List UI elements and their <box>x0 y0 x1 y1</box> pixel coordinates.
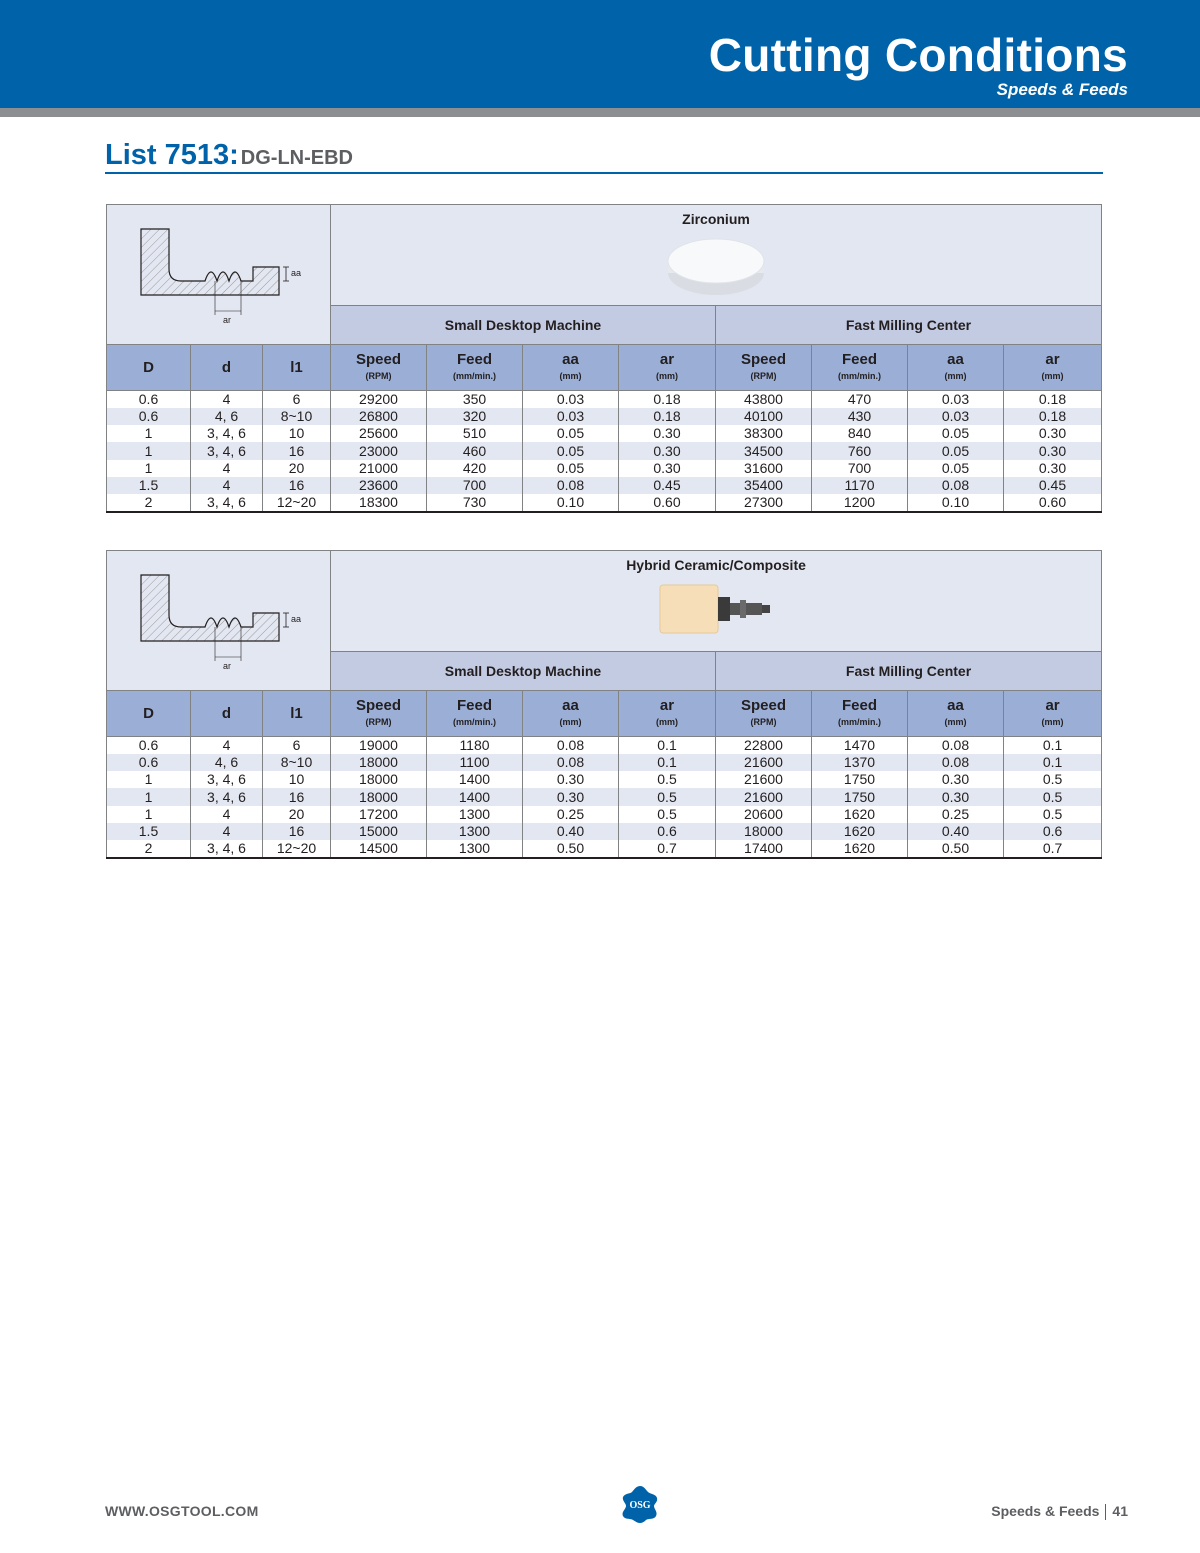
table-row <box>107 840 1102 857</box>
col-head-feed <box>812 691 908 737</box>
speed-label: Speed <box>740 696 786 714</box>
table-cell: 0.5 <box>619 806 716 823</box>
table-cell: 0.05 <box>523 425 619 442</box>
table-cell: 510 <box>427 425 523 442</box>
cutting-table-hybrid-ceramic <box>106 550 1102 859</box>
table-cell: 700 <box>427 477 523 494</box>
table-cell: 26800 <box>331 408 427 425</box>
col-head-feed <box>812 345 908 391</box>
table-cell: 1750 <box>812 771 908 788</box>
table-cell: 0.18 <box>619 391 716 408</box>
profile-diagram-cell <box>107 551 331 691</box>
table-cell: 0.30 <box>1004 460 1102 477</box>
table-cell: 29200 <box>331 391 427 408</box>
material-header-cell <box>331 205 1102 306</box>
table-cell: 0.1 <box>1004 754 1102 771</box>
table-cell: 0.6 <box>619 823 716 840</box>
material-header-cell <box>331 551 1102 652</box>
osg-logo-icon <box>620 1484 660 1524</box>
table-cell: 0.05 <box>908 442 1004 459</box>
hybrid-ceramic-block-image <box>656 581 776 637</box>
aa-label: aa <box>562 696 579 714</box>
table-cell: 20 <box>263 460 331 477</box>
table-cell: 0.05 <box>523 442 619 459</box>
table-row <box>107 788 1102 805</box>
table-cell: 0.30 <box>619 460 716 477</box>
table-cell: 0.08 <box>523 754 619 771</box>
table-cell: 12~20 <box>263 494 331 511</box>
material-name: Hybrid Ceramic/Composite <box>626 557 806 573</box>
table-cell: 16 <box>263 823 331 840</box>
table-cell: 25600 <box>331 425 427 442</box>
table-cell: 18300 <box>331 494 427 511</box>
title-rule <box>105 172 1103 174</box>
table-cell: 0.5 <box>619 788 716 805</box>
table-cell: 430 <box>812 408 908 425</box>
table-cell: 0.03 <box>908 408 1004 425</box>
table-cell: 0.25 <box>908 806 1004 823</box>
aa-unit: (mm) <box>559 370 582 381</box>
table-cell: 1180 <box>427 737 523 754</box>
table-cell: 22800 <box>716 737 812 754</box>
table-cell: 0.30 <box>908 788 1004 805</box>
col-head-ar <box>619 345 716 391</box>
table-row <box>107 737 1102 754</box>
table-cell: 0.08 <box>908 737 1004 754</box>
table-cell: 35400 <box>716 477 812 494</box>
col-head-feed <box>427 691 523 737</box>
table-cell: 1750 <box>812 788 908 805</box>
table-cell: 760 <box>812 442 908 459</box>
cutting-table-zirconium <box>106 204 1102 513</box>
table-cell: 0.5 <box>619 771 716 788</box>
table-cell: 1400 <box>427 788 523 805</box>
table-cell: 1 <box>107 425 191 442</box>
feed-label: Feed <box>841 350 877 368</box>
speed-label: Speed <box>740 350 786 368</box>
table-cell: 18000 <box>331 771 427 788</box>
table-cell: 3, 4, 6 <box>191 840 263 857</box>
table-cell: 1620 <box>812 823 908 840</box>
table-cell: 23600 <box>331 477 427 494</box>
table-cell: 0.08 <box>908 477 1004 494</box>
table-cell: 0.03 <box>523 408 619 425</box>
machine-header-small-desktop: Small Desktop Machine <box>331 306 716 345</box>
table-cell: 16 <box>263 477 331 494</box>
feed-unit: (mm/min.) <box>837 370 881 381</box>
table-row <box>107 425 1102 442</box>
table-cell: 3, 4, 6 <box>191 442 263 459</box>
table-cell: 18000 <box>331 788 427 805</box>
list-code: DG-LN-EBD <box>240 147 354 169</box>
table-cell: 1620 <box>812 840 908 857</box>
table-cell: 1 <box>107 442 191 459</box>
table-cell: 12~20 <box>263 840 331 857</box>
table-cell: 21600 <box>716 754 812 771</box>
table-cell: 1 <box>107 460 191 477</box>
table-cell: 730 <box>427 494 523 511</box>
table-cell: 4 <box>191 823 263 840</box>
table-cell: 16 <box>263 442 331 459</box>
aa-unit: (mm) <box>944 716 967 727</box>
aa-label: aa <box>947 350 964 368</box>
table-row <box>107 442 1102 459</box>
table-cell: 420 <box>427 460 523 477</box>
table-cell: 0.03 <box>908 391 1004 408</box>
table-cell: 21600 <box>716 771 812 788</box>
table-cell: 0.18 <box>1004 391 1102 408</box>
profile-diagram <box>107 551 331 687</box>
table-cell: 0.60 <box>1004 494 1102 511</box>
table-cell: 0.45 <box>619 477 716 494</box>
table-cell: 10 <box>263 771 331 788</box>
table-cell: 14500 <box>331 840 427 857</box>
table-row <box>107 823 1102 840</box>
table-cell: 38300 <box>716 425 812 442</box>
table-cell: 1.5 <box>107 823 191 840</box>
col-head-D: D <box>107 345 191 391</box>
table-cell: 1200 <box>812 494 908 511</box>
col-head-speed <box>716 345 812 391</box>
page-title: Cutting Conditions <box>708 29 1128 81</box>
table-cell: 0.30 <box>523 771 619 788</box>
table-cell: 0.08 <box>523 477 619 494</box>
table-cell: 0.08 <box>908 754 1004 771</box>
ar-dimension-label: ar <box>223 661 232 671</box>
col-head-d: d <box>191 345 263 391</box>
table-cell: 0.6 <box>107 408 191 425</box>
table-cell: 0.08 <box>523 737 619 754</box>
feed-label: Feed <box>456 696 492 714</box>
table-row <box>107 806 1102 823</box>
table-cell: 8~10 <box>263 408 331 425</box>
table-cell: 1300 <box>427 823 523 840</box>
table-row <box>107 408 1102 425</box>
table-cell: 1.5 <box>107 477 191 494</box>
table-cell: 0.40 <box>523 823 619 840</box>
table-cell: 1400 <box>427 771 523 788</box>
ar-unit: (mm) <box>656 716 678 727</box>
col-head-aa <box>908 345 1004 391</box>
col-head-l1: l1 <box>263 345 331 391</box>
ar-label: ar <box>1045 350 1060 368</box>
table-row <box>107 391 1102 408</box>
table-cell: 15000 <box>331 823 427 840</box>
speed-label: Speed <box>355 350 401 368</box>
table-cell: 0.5 <box>1004 806 1102 823</box>
col-head-speed <box>331 345 427 391</box>
table-cell: 4, 6 <box>191 754 263 771</box>
table-cell: 0.30 <box>1004 442 1102 459</box>
table-cell: 0.6 <box>107 737 191 754</box>
col-head-ar <box>1004 691 1102 737</box>
table-cell: 0.30 <box>523 788 619 805</box>
speed-label: Speed <box>355 696 401 714</box>
table-cell: 0.6 <box>107 391 191 408</box>
table-cell: 1100 <box>427 754 523 771</box>
table-cell: 840 <box>812 425 908 442</box>
table-cell: 0.25 <box>523 806 619 823</box>
aa-label: aa <box>562 350 579 368</box>
table-cell: 1620 <box>812 806 908 823</box>
feed-unit: (mm/min.) <box>452 370 496 381</box>
col-head-speed <box>716 691 812 737</box>
ar-unit: (mm) <box>656 370 678 381</box>
table-body <box>107 737 1102 858</box>
ar-unit: (mm) <box>1041 370 1064 381</box>
col-head-speed <box>331 691 427 737</box>
aa-unit: (mm) <box>559 716 582 727</box>
footer-url: WWW.OSGTOOL.COM <box>105 1503 259 1519</box>
table-cell: 4 <box>191 737 263 754</box>
table-cell: 18000 <box>716 823 812 840</box>
table-cell: 19000 <box>331 737 427 754</box>
table-row <box>107 460 1102 477</box>
ar-label: ar <box>659 350 675 368</box>
table-cell: 34500 <box>716 442 812 459</box>
table-row <box>107 754 1102 771</box>
ar-label: ar <box>659 696 675 714</box>
aa-label: aa <box>947 696 964 714</box>
table-cell: 0.30 <box>1004 425 1102 442</box>
table-cell: 470 <box>812 391 908 408</box>
table-cell: 1 <box>107 806 191 823</box>
table-cell: 4 <box>191 391 263 408</box>
table-cell: 1300 <box>427 806 523 823</box>
footer-separator <box>1105 1504 1106 1520</box>
table-cell: 460 <box>427 442 523 459</box>
ar-dimension-label: ar <box>223 315 232 325</box>
table-cell: 4, 6 <box>191 408 263 425</box>
table-row <box>107 771 1102 788</box>
speed-unit: (RPM) <box>750 370 777 381</box>
table-cell: 0.5 <box>1004 771 1102 788</box>
table-cell: 17400 <box>716 840 812 857</box>
table-cell: 700 <box>812 460 908 477</box>
material-name: Zirconium <box>682 211 750 227</box>
table-cell: 3, 4, 6 <box>191 494 263 511</box>
page-subtitle: Speeds & Feeds <box>996 80 1128 99</box>
table-cell: 4 <box>191 460 263 477</box>
table-cell: 16 <box>263 788 331 805</box>
table-cell: 18000 <box>331 754 427 771</box>
table-cell: 0.7 <box>619 840 716 857</box>
table-cell: 0.18 <box>1004 408 1102 425</box>
table-cell: 0.6 <box>107 754 191 771</box>
table-cell: 2 <box>107 840 191 857</box>
speed-unit: (RPM) <box>365 370 392 381</box>
col-head-ar <box>1004 345 1102 391</box>
table-cell: 1470 <box>812 737 908 754</box>
table-cell: 0.30 <box>619 442 716 459</box>
table-cell: 1170 <box>812 477 908 494</box>
profile-diagram-cell <box>107 205 331 345</box>
col-head-d: d <box>191 691 263 737</box>
table-cell: 8~10 <box>263 754 331 771</box>
table-cell: 0.10 <box>523 494 619 511</box>
aa-dimension-label: aa <box>291 268 302 278</box>
table-row <box>107 494 1102 511</box>
col-head-aa <box>908 691 1004 737</box>
table-cell: 20 <box>263 806 331 823</box>
footer-section: Speeds & Feeds <box>991 1503 1100 1519</box>
table-cell: 43800 <box>716 391 812 408</box>
table-cell: 1 <box>107 788 191 805</box>
list-title <box>105 139 353 172</box>
feed-label: Feed <box>456 350 492 368</box>
col-head-ar <box>619 691 716 737</box>
table-cell: 21000 <box>331 460 427 477</box>
col-head-D: D <box>107 691 191 737</box>
table-cell: 0.03 <box>523 391 619 408</box>
table-cell: 20600 <box>716 806 812 823</box>
table-cell: 1300 <box>427 840 523 857</box>
table-cell: 0.05 <box>908 460 1004 477</box>
table-cell: 10 <box>263 425 331 442</box>
feed-label: Feed <box>841 696 877 714</box>
table-cell: 0.30 <box>619 425 716 442</box>
ar-label: ar <box>1045 696 1060 714</box>
table-cell: 3, 4, 6 <box>191 771 263 788</box>
machine-header-fast-milling: Fast Milling Center <box>716 652 1102 691</box>
table-row <box>107 477 1102 494</box>
table-cell: 0.1 <box>1004 737 1102 754</box>
feed-unit: (mm/min.) <box>452 716 496 727</box>
aa-unit: (mm) <box>944 370 967 381</box>
table-cell: 0.40 <box>908 823 1004 840</box>
table-cell: 3, 4, 6 <box>191 788 263 805</box>
table-cell: 0.05 <box>908 425 1004 442</box>
table-cell: 0.7 <box>1004 840 1102 857</box>
table-cell: 0.30 <box>908 771 1004 788</box>
table-cell: 0.10 <box>908 494 1004 511</box>
zirconium-disc-image <box>666 235 766 299</box>
table-cell: 0.50 <box>523 840 619 857</box>
feed-unit: (mm/min.) <box>837 716 881 727</box>
header-stripe <box>0 108 1200 117</box>
col-head-l1: l1 <box>263 691 331 737</box>
table-cell: 0.05 <box>523 460 619 477</box>
list-number: List 7513: <box>105 139 239 171</box>
page-number: 41 <box>1112 1503 1128 1519</box>
speed-unit: (RPM) <box>750 716 777 727</box>
table-cell: 3, 4, 6 <box>191 425 263 442</box>
table-cell: 0.1 <box>619 737 716 754</box>
table-body <box>107 391 1102 512</box>
table-cell: 0.18 <box>619 408 716 425</box>
table-cell: 27300 <box>716 494 812 511</box>
profile-diagram <box>107 205 331 341</box>
table-cell: 2 <box>107 494 191 511</box>
table-cell: 0.45 <box>1004 477 1102 494</box>
table-cell: 0.5 <box>1004 788 1102 805</box>
col-head-aa <box>523 691 619 737</box>
table-cell: 350 <box>427 391 523 408</box>
table-cell: 23000 <box>331 442 427 459</box>
col-head-aa <box>523 345 619 391</box>
machine-header-small-desktop: Small Desktop Machine <box>331 652 716 691</box>
speed-unit: (RPM) <box>365 716 392 727</box>
ar-unit: (mm) <box>1041 716 1064 727</box>
table-cell: 1370 <box>812 754 908 771</box>
table-cell: 21600 <box>716 788 812 805</box>
table-cell: 6 <box>263 737 331 754</box>
logo-text: OSG <box>629 1500 651 1511</box>
table-cell: 4 <box>191 806 263 823</box>
table-cell: 17200 <box>331 806 427 823</box>
table-cell: 31600 <box>716 460 812 477</box>
table-cell: 0.50 <box>908 840 1004 857</box>
aa-dimension-label: aa <box>291 614 302 624</box>
table-cell: 0.60 <box>619 494 716 511</box>
footer-page-info <box>991 1503 1128 1520</box>
table-cell: 320 <box>427 408 523 425</box>
col-head-feed <box>427 345 523 391</box>
table-cell: 0.6 <box>1004 823 1102 840</box>
table-cell: 6 <box>263 391 331 408</box>
machine-header-fast-milling: Fast Milling Center <box>716 306 1102 345</box>
table-cell: 4 <box>191 477 263 494</box>
table-cell: 40100 <box>716 408 812 425</box>
table-cell: 1 <box>107 771 191 788</box>
table-cell: 0.1 <box>619 754 716 771</box>
